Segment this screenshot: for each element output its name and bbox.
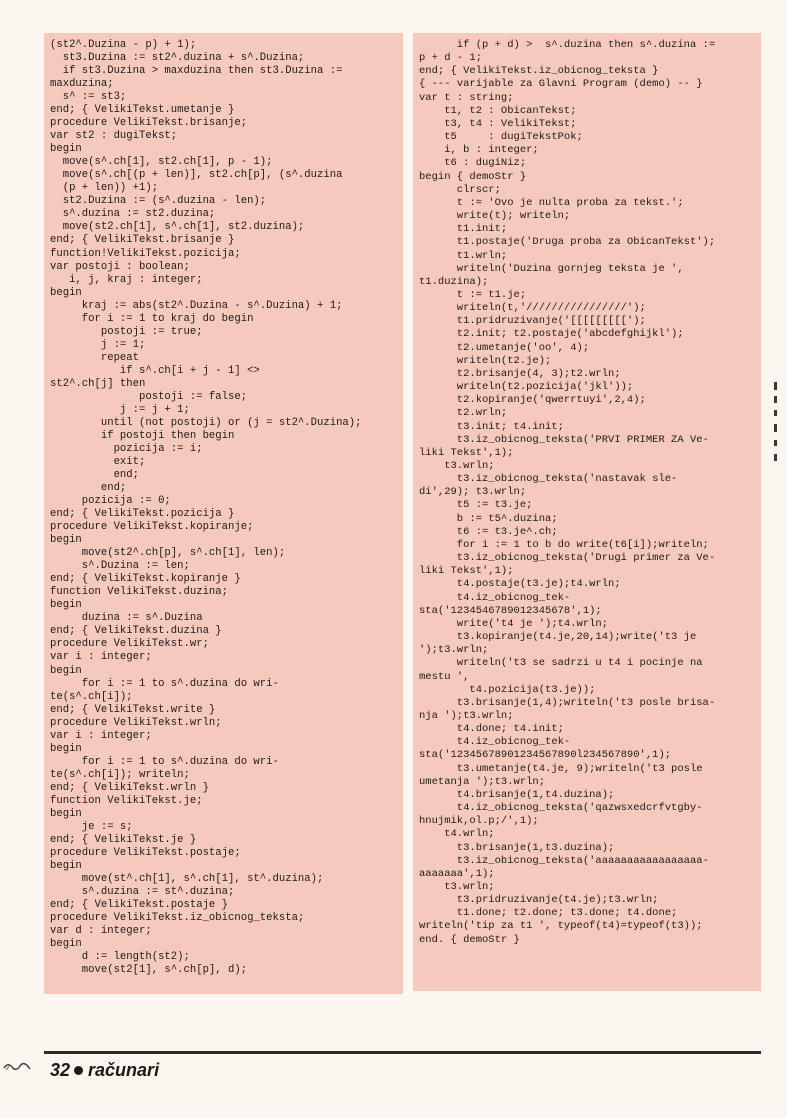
code-line: t5 := t3.je; xyxy=(456,499,533,512)
code-line: end; xyxy=(100,482,127,495)
code-line: exit; xyxy=(113,456,146,468)
code-line: s^ := st3; xyxy=(62,91,127,104)
code-line: t3.brisanje(1,4);writeln('t3 posle brisa- xyxy=(456,696,716,709)
code-line: aaaaaaa',1); xyxy=(419,867,495,880)
code-line: t4.postaje(t3.je);t4.wrln; xyxy=(456,578,621,591)
code-line: s^.duzina := st2.duzina; xyxy=(62,208,216,221)
code-line: s^.duzina := st^.duzina; xyxy=(81,886,235,899)
code-line: t3.pridruzivanje(t4.je);t3.wrln; xyxy=(456,894,659,907)
code-line: t6 : dugiNiz; xyxy=(444,157,527,170)
code-line: end. { demoStr } xyxy=(419,933,520,946)
code-line: move(st^.ch[1], s^.ch[1], st^.duzina); xyxy=(81,873,324,885)
code-line: var i : integer; xyxy=(50,729,152,742)
footer-rule xyxy=(44,1051,761,1054)
code-line: te(s^.ch[i]); xyxy=(50,690,133,703)
code-line: var postoji : boolean; xyxy=(50,260,190,273)
code-line: i, b : integer; xyxy=(444,144,539,157)
code-line: sta('1234546789012345678',1); xyxy=(419,604,602,617)
code-line: t6 := t3.je^.ch; xyxy=(456,525,558,538)
code-line: pozicija := i; xyxy=(113,442,203,455)
code-line: move(s^.ch[1], st2.ch[1], p - 1); xyxy=(62,156,273,169)
code-line: nja ');t3.wrln; xyxy=(419,709,514,722)
code-line: t2.brisanje(4, 3);t2.wrln; xyxy=(456,367,621,380)
code-line: b := t5^.duzina; xyxy=(456,512,558,525)
code-line: t4.pozicija(t3.je)); xyxy=(469,683,596,696)
bullet-icon xyxy=(74,1066,83,1075)
code-line: if st3.Duzina > maxduzina then st3.Duzina := xyxy=(62,65,343,78)
code-line: for i := 1 to b do write(t6[i]);writeln; xyxy=(456,538,709,551)
code-line: writeln(t2.je); xyxy=(456,354,552,367)
code-line: t1.pridruzivanje('[[[[[[[[['); xyxy=(456,315,646,328)
code-line: p + d - 1; xyxy=(419,52,483,65)
code-line: t4.iz_obicnog_tek- xyxy=(456,591,571,604)
code-line: end; { VelikiTekst.wrln } xyxy=(50,781,209,794)
code-line: mestu ', xyxy=(419,670,470,683)
margin-marks xyxy=(771,380,785,470)
code-line: t3.umetanje(t4.je, 9);writeln('t3 posle xyxy=(456,762,703,775)
code-line: begin xyxy=(50,859,82,872)
code-line: t1.done; t2.done; t3.done; t4.done; xyxy=(456,907,678,920)
page-footer xyxy=(50,1058,159,1082)
code-line: for i := 1 to kraj do begin xyxy=(81,312,254,325)
code-line: begin xyxy=(50,807,82,820)
code-line: end; { VelikiTekst.postaje } xyxy=(50,899,229,912)
code-line: te(s^.ch[i]); writeln; xyxy=(50,768,190,781)
code-line: t4.brisanje(1,t4.duzina); xyxy=(456,788,615,801)
code-line: j := j + 1; xyxy=(119,403,190,416)
code-line: end; { VelikiTekst.pozicija } xyxy=(50,508,235,521)
code-line: end; xyxy=(113,469,140,482)
code-line: begin xyxy=(50,286,82,299)
code-line: end; { VelikiTekst.iz_obicnog_teksta } xyxy=(419,65,659,78)
code-line: st2^.ch[j] then xyxy=(50,377,146,390)
code-line: function VelikiTekst.je; xyxy=(50,794,203,807)
code-line: procedure VelikiTekst.kopiranje; xyxy=(50,521,254,534)
code-line: t3.iz_obicnog_teksta('PRVI PRIMER ZA Ve- xyxy=(456,433,709,446)
code-line: umetanja ');t3.wrln; xyxy=(419,775,546,788)
code-line: end; { VelikiTekst.write } xyxy=(50,703,216,716)
code-line: for i := 1 to s^.duzina do wri- xyxy=(81,677,279,690)
code-line: t2.kopiranje('qwerrtuyi',2,4); xyxy=(456,394,646,407)
scribble-mark xyxy=(2,1058,32,1074)
code-column-left xyxy=(44,33,403,994)
code-line: if s^.ch[i + j - 1] <> xyxy=(119,364,260,377)
code-line: t4.iz_obicnog_tek- xyxy=(456,736,571,749)
code-line: until (not postoji) or (j = st2^.Duzina); xyxy=(100,416,362,429)
code-line: if postoji then begin xyxy=(100,429,235,442)
code-line: procedure VelikiTekst.iz_obicnog_teksta; xyxy=(50,912,305,925)
code-line: (st2^.Duzina - p) + 1); xyxy=(50,39,197,51)
code-line: t2.init; t2.postaje('abcdefghijkl'); xyxy=(456,328,684,341)
code-line: st3.Duzina := st2^.duzina + s^.Duzina; xyxy=(62,52,305,65)
code-line: liki Tekst',1); xyxy=(419,565,514,578)
code-line: { --- varijable za Glavni Program (demo) -- } xyxy=(419,78,703,91)
code-line: writeln('Duzina gornjeg teksta je ', xyxy=(456,262,684,275)
code-line: clrscr; xyxy=(456,183,501,196)
code-line: ');t3.wrln; xyxy=(419,644,489,657)
code-line: begin xyxy=(50,143,82,156)
code-line: end; { VelikiTekst.kopiranje } xyxy=(50,573,241,586)
code-line: writeln(t2.pozicija('jkl')); xyxy=(456,381,634,394)
code-line: t3.iz_obicnog_teksta('nastavak sle- xyxy=(456,473,678,486)
code-line: s^.Duzina := len; xyxy=(81,560,190,573)
code-line: t3.wrln; xyxy=(444,881,495,893)
code-line: move(st2[1], s^.ch[p], d); xyxy=(50,964,248,977)
code-line: d := length(st2); xyxy=(81,951,190,964)
code-line: procedure VelikiTekst.wr; xyxy=(50,638,209,651)
code-line: begin xyxy=(50,599,82,612)
code-line: t := 'Ovo je nulta proba za tekst.'; xyxy=(456,196,684,209)
code-line: liki Tekst',1); xyxy=(419,446,514,459)
code-line: move(st2^.ch[p], s^.ch[1], len); xyxy=(81,547,286,560)
code-line: t1.postaje('Druga proba za ObicanTekst'); xyxy=(456,236,716,249)
magazine-name: računari xyxy=(88,1059,160,1080)
code-line: begin xyxy=(50,534,82,547)
page-number: 32 xyxy=(50,1059,71,1080)
code-line: write(t); writeln; xyxy=(456,210,571,223)
code-line: write('t4 je ');t4.wrln; xyxy=(456,617,609,630)
code-line: st2.Duzina := (s^.duzina - len); xyxy=(62,195,267,208)
code-line: writeln('tip za t1 ', typeof(t4)=typeof(t3)); xyxy=(419,920,703,933)
code-line: function VelikiTekst.duzina; xyxy=(50,586,229,599)
code-line: function!VelikiTekst.pozicija; xyxy=(50,247,241,260)
code-line: t1.duzina); xyxy=(419,275,489,288)
code-line: end; { VelikiTekst.duzina } xyxy=(50,625,222,638)
code-line: t3.brisanje(1,t3.duzina); xyxy=(456,841,615,854)
code-column-right xyxy=(413,33,761,991)
code-line: end; { VelikiTekst.je } xyxy=(50,833,197,846)
code-line: t2.umetanje('oo', 4); xyxy=(456,341,590,354)
code-line: hnujmik,ol.p;/',1); xyxy=(419,815,539,828)
code-line: t3.iz_obicnog_teksta('Drugi primer za Ve- xyxy=(456,552,716,565)
code-line: t5 : dugiTekstPok; xyxy=(444,131,583,144)
code-line: begin { demoStr } xyxy=(419,170,527,183)
code-line: kraj := abs(st2^.Duzina - s^.Duzina) + 1; xyxy=(81,299,343,312)
code-line: postoji := false; xyxy=(139,390,248,403)
code-line: var st2 : dugiTekst; xyxy=(50,130,178,143)
code-line: move(st2.ch[1], s^.ch[1], st2.duzina); xyxy=(62,221,305,234)
code-line: postoji := true; xyxy=(100,325,203,338)
code-line: begin xyxy=(50,938,82,951)
code-line: di',29); t3.wrln; xyxy=(419,486,527,499)
code-line: t := t1.je; xyxy=(456,288,527,301)
code-line: t3, t4 : VelikiTekst; xyxy=(444,117,577,130)
code-line: procedure VelikiTekst.brisanje; xyxy=(50,117,248,130)
code-line: repeat xyxy=(100,351,140,364)
code-line: t3.kopiranje(t4.je,20,14);write('t3 je xyxy=(456,631,697,644)
code-line: begin xyxy=(50,664,82,677)
code-line: t3.iz_obicnog_teksta('aaaaaaaaaaaaaaaaa- xyxy=(456,854,709,867)
code-line: begin xyxy=(50,742,82,755)
code-line: var i : integer; xyxy=(50,651,152,664)
code-line: maxduzina; xyxy=(50,78,114,91)
code-line: var d : integer; xyxy=(50,925,152,938)
code-line: t3.wrln; xyxy=(444,460,495,472)
code-line: end; { VelikiTekst.umetanje } xyxy=(50,104,235,117)
code-line: i, j, kraj : integer; xyxy=(69,273,203,286)
code-line: (p + len)) +1); xyxy=(62,182,159,195)
code-line: j := 1; xyxy=(100,338,146,351)
code-line: if (p + d) > s^.duzina then s^.duzina := xyxy=(456,39,716,51)
code-line: je := s; xyxy=(81,820,133,833)
code-line: pozicija := 0; xyxy=(81,495,171,508)
code-line: duzina := s^.Duzina xyxy=(81,612,203,625)
code-line: t1, t2 : ObicanTekst; xyxy=(444,104,577,117)
code-listing-right xyxy=(419,39,755,947)
code-line: for i := 1 to s^.duzina do wri- xyxy=(81,755,279,768)
code-line: t3.init; t4.init; xyxy=(456,420,564,433)
code-line: t1.init; xyxy=(456,223,508,236)
code-line: end; { VelikiTekst.brisanje } xyxy=(50,234,235,247)
code-line: var t : string; xyxy=(419,91,514,104)
code-line: procedure VelikiTekst.wrln; xyxy=(50,716,222,729)
code-line: t4.done; t4.init; xyxy=(456,723,564,736)
code-line: writeln('t3 se sadrzi u t4 i pocinje na xyxy=(456,657,703,670)
code-listing-left xyxy=(50,39,397,977)
code-line: sta('12345678901234567890l234567890',1); xyxy=(419,749,672,762)
code-line: t1.wrln; xyxy=(456,249,508,262)
code-line: writeln(t,'////////////////'); xyxy=(456,302,646,315)
code-line: t2.wrln; xyxy=(456,407,508,420)
code-line: t4.wrln; xyxy=(444,828,495,841)
code-line: t4.iz_obicnog_teksta('qazwsxedcrfvtgby- xyxy=(456,802,703,815)
code-line: procedure VelikiTekst.postaje; xyxy=(50,846,241,859)
code-line: move(s^.ch[(p + len)], st2.ch[p], (s^.duzina xyxy=(62,169,343,182)
